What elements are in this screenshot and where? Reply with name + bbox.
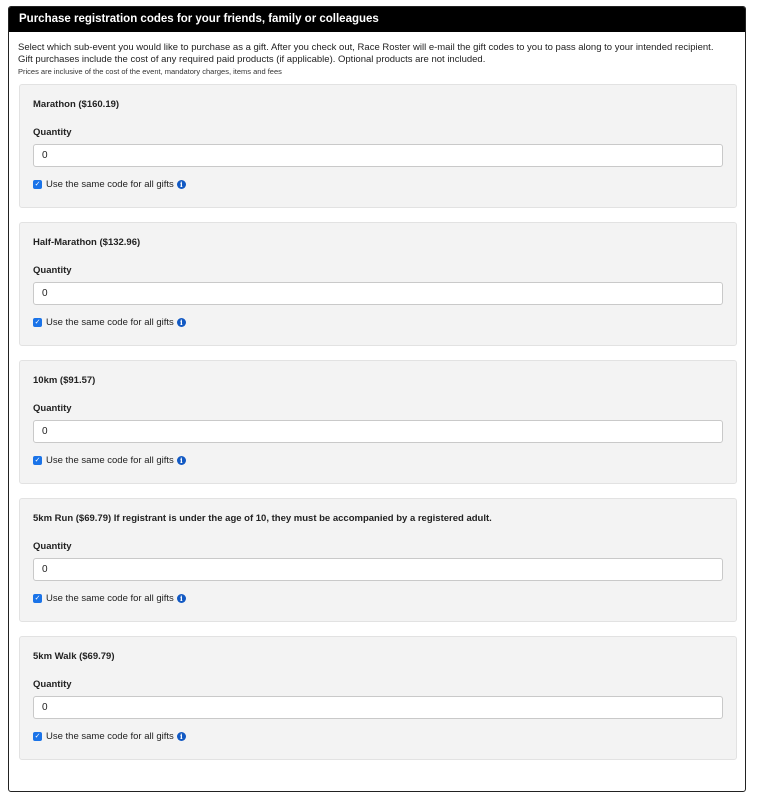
event-card-half-marathon bbox=[19, 222, 737, 346]
info-icon[interactable]: i bbox=[177, 318, 186, 327]
quantity-label: Quantity bbox=[33, 265, 72, 276]
event-card-marathon bbox=[19, 84, 737, 208]
panel-title: Purchase registration codes for your friends, family or colleagues bbox=[9, 7, 745, 32]
info-icon[interactable]: i bbox=[177, 456, 186, 465]
same-code-label[interactable]: Use the same code for all gifts bbox=[46, 592, 174, 604]
event-list bbox=[9, 77, 745, 760]
checkbox-checked-icon[interactable]: ✓ bbox=[34, 732, 41, 740]
quantity-label: Quantity bbox=[33, 679, 72, 690]
quantity-input[interactable] bbox=[33, 420, 723, 443]
event-title: 10km ($91.57) bbox=[33, 375, 96, 386]
gift-codes-panel bbox=[8, 6, 746, 792]
info-icon[interactable]: i bbox=[177, 180, 186, 189]
same-code-label[interactable]: Use the same code for all gifts bbox=[46, 316, 174, 328]
quantity-input[interactable] bbox=[33, 696, 723, 719]
quantity-input[interactable] bbox=[33, 144, 723, 167]
same-code-option[interactable] bbox=[33, 178, 723, 190]
checkbox-checked-icon[interactable]: ✓ bbox=[34, 318, 41, 326]
event-card-5km-walk bbox=[19, 636, 737, 760]
info-icon[interactable]: i bbox=[177, 594, 186, 603]
quantity-label: Quantity bbox=[33, 403, 72, 414]
event-title: 5km Run ($69.79) If registrant is under the age of 10, they must be accompanied by a registered adult. bbox=[33, 513, 492, 524]
checkbox-checked-icon[interactable]: ✓ bbox=[34, 594, 41, 602]
quantity-label: Quantity bbox=[33, 541, 72, 552]
same-code-option[interactable] bbox=[33, 592, 723, 604]
quantity-input[interactable] bbox=[33, 282, 723, 305]
event-title: Marathon ($160.19) bbox=[33, 99, 120, 110]
checkbox-checked-icon[interactable]: ✓ bbox=[34, 180, 41, 188]
same-code-label[interactable]: Use the same code for all gifts bbox=[46, 454, 174, 466]
intro-text: Select which sub-event you would like to purchase as a gift. After you check out, Race Roster will e-mail the gift codes to you to pass along to your intended recipient. bbox=[18, 42, 714, 53]
intro-section bbox=[9, 32, 745, 77]
price-note: Prices are inclusive of the cost of the event, mandatory charges, items and fees bbox=[18, 67, 282, 76]
event-card-5km-run bbox=[19, 498, 737, 622]
event-title: Half-Marathon ($132.96) bbox=[33, 237, 141, 248]
info-icon[interactable]: i bbox=[177, 732, 186, 741]
checkbox-checked-icon[interactable]: ✓ bbox=[34, 456, 41, 464]
same-code-label[interactable]: Use the same code for all gifts bbox=[46, 178, 174, 190]
same-code-option[interactable] bbox=[33, 316, 723, 328]
quantity-input[interactable] bbox=[33, 558, 723, 581]
same-code-option[interactable] bbox=[33, 730, 723, 742]
intro-text-products: Gift purchases include the cost of any required paid products (if applicable). Optional products are not included. bbox=[18, 54, 486, 65]
same-code-option[interactable] bbox=[33, 454, 723, 466]
same-code-label[interactable]: Use the same code for all gifts bbox=[46, 730, 174, 742]
quantity-label: Quantity bbox=[33, 127, 72, 138]
event-card-10km bbox=[19, 360, 737, 484]
event-title: 5km Walk ($69.79) bbox=[33, 651, 115, 662]
